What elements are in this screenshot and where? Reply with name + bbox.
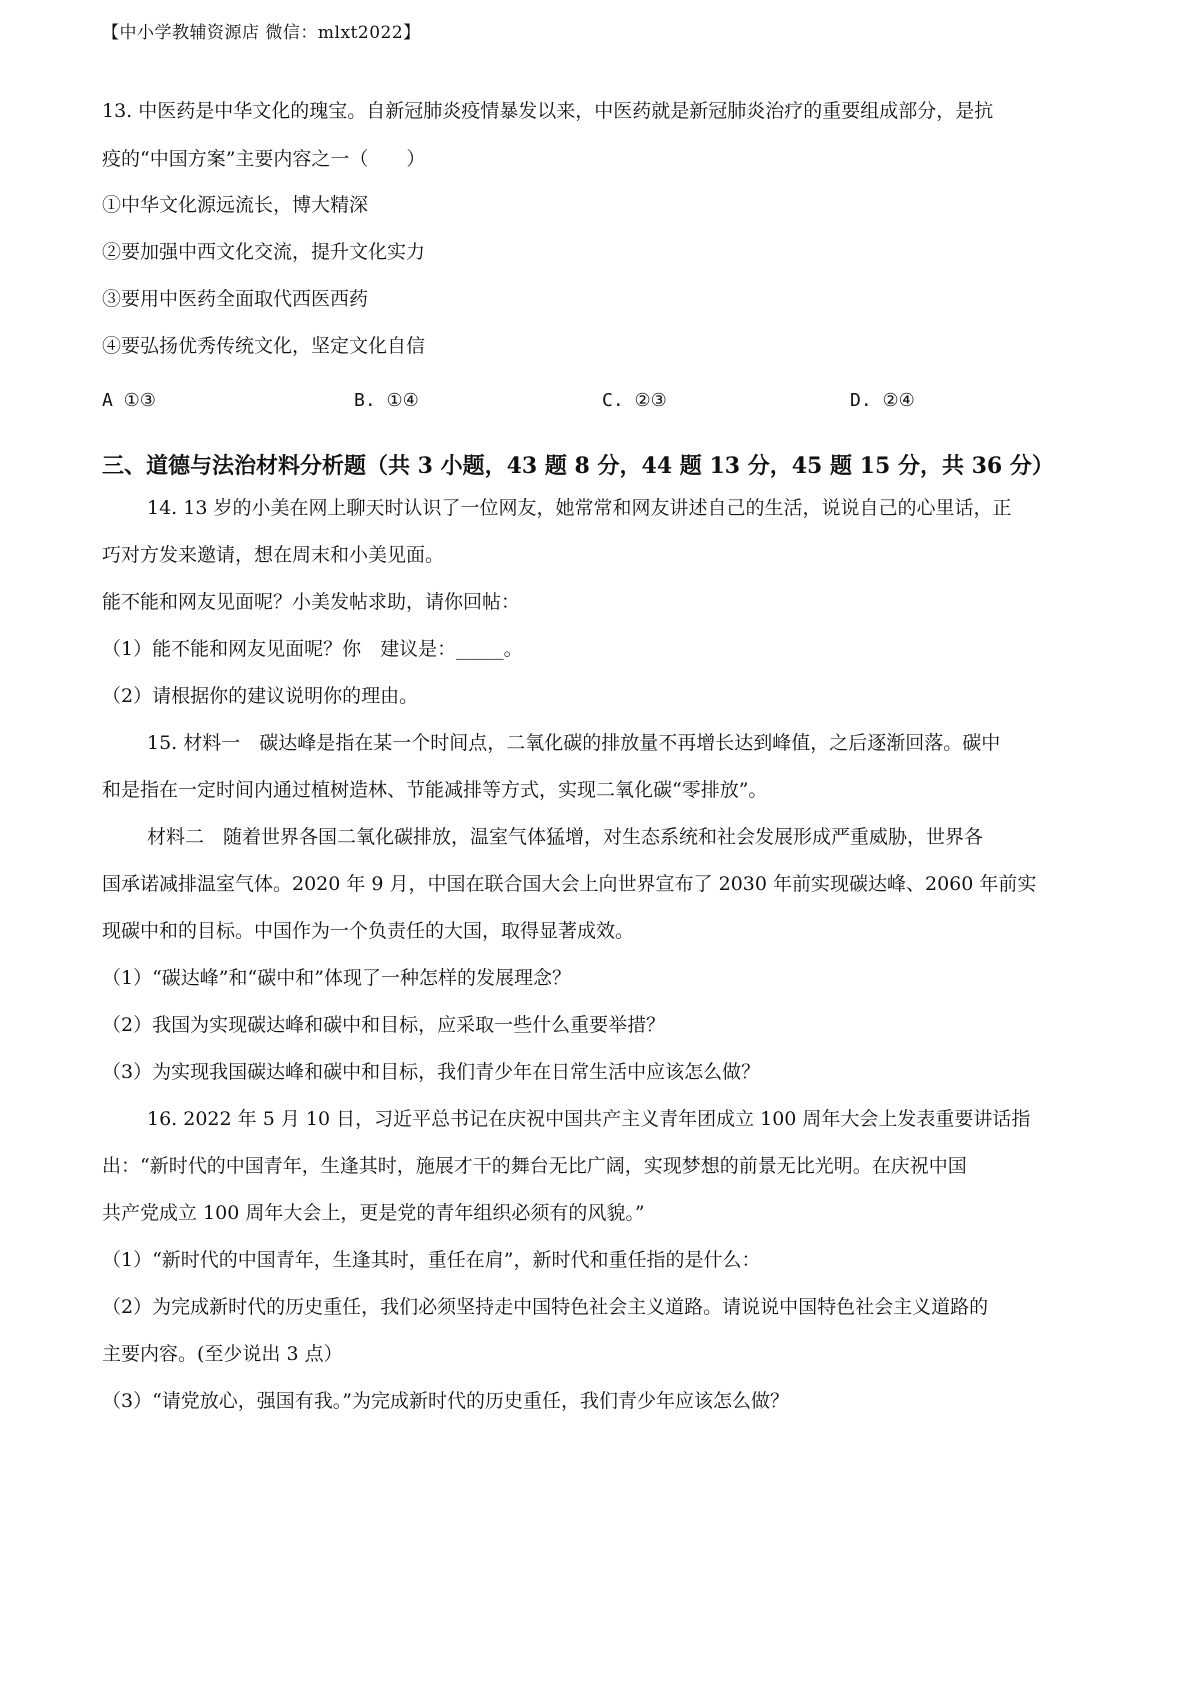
option-d: D. ②④ bbox=[850, 390, 915, 411]
q14-sub2: （2）请根据你的建议说明你的理由。 bbox=[102, 685, 419, 707]
q14-line3: 能不能和网友见面呢？小美发帖求助，请你回帖： bbox=[102, 591, 521, 613]
option-a: A ①③ bbox=[102, 390, 156, 411]
q15-line5: 现碳中和的目标。中国作为一个负责任的大国，取得显著成效。 bbox=[102, 920, 635, 942]
q14-line2: 巧对方发来邀请，想在周末和小美见面。 bbox=[102, 544, 445, 566]
q16-line2: 出：“新时代的中国青年，生逢其时，施展才干的舞台无比广阔，实现梦想的前景无比光明。在庆祝中国 bbox=[102, 1155, 967, 1177]
section-title: 三、道德与法治材料分析题（共 3 小题，43 题 8 分，44 题 13 分，45 题 15 分，共 36 分） bbox=[102, 453, 1054, 479]
q15-sub3: （3）为实现我国碳达峰和碳中和目标，我们青少年在日常生活中应该怎么做？ bbox=[102, 1061, 761, 1083]
q16-sub1: （1）“新时代的中国青年，生逢其时，重任在肩”，新时代和重任指的是什么： bbox=[102, 1249, 761, 1271]
q13-item-1: ①中华文化源远流长，博大精深 bbox=[102, 194, 369, 216]
q13-item-3: ③要用中医药全面取代西医西药 bbox=[102, 288, 369, 310]
q13-item-4: ④要弘扬优秀传统文化，坚定文化自信 bbox=[102, 335, 426, 357]
option-b: B. ①④ bbox=[354, 390, 419, 411]
q15-line3: 材料二 随着世界各国二氧化碳排放，温室气体猛增，对生态系统和社会发展形成严重威胁，世界各 bbox=[147, 826, 984, 848]
q14-line1: 14. 13 岁的小美在网上聊天时认识了一位网友，她常常和网友讲述自己的生活，说说自己的心里话，正 bbox=[147, 497, 1012, 519]
q13-options bbox=[102, 390, 1002, 414]
option-c: C. ②③ bbox=[602, 390, 667, 411]
q15-line1: 15. 材料一 碳达峰是指在某一个时间点，二氧化碳的排放量不再增长达到峰值，之后逐渐回落。碳中 bbox=[147, 732, 1001, 754]
q16-line1: 16. 2022 年 5 月 10 日，习近平总书记在庆祝中国共产主义青年团成立 100 周年大会上发表重要讲话指 bbox=[147, 1108, 1031, 1130]
q13-stem-line2: 疫的“中国方案”主要内容之一（ ） bbox=[102, 148, 426, 170]
header-watermark: 【中小学教辅资源店 微信：mlxt2022】 bbox=[102, 23, 421, 43]
q13-item-2: ②要加强中西文化交流，提升文化实力 bbox=[102, 241, 426, 263]
q16-sub2-line1: （2）为完成新时代的历史重任，我们必须坚持走中国特色社会主义道路。请说说中国特色社会主义道路的 bbox=[102, 1296, 989, 1318]
q16-sub3: （3）“请党放心，强国有我。”为完成新时代的历史重任，我们青少年应该怎么做？ bbox=[102, 1390, 790, 1412]
q16-sub2-line2: 主要内容。(至少说出 3 点） bbox=[102, 1343, 343, 1365]
q15-sub2: （2）我国为实现碳达峰和碳中和目标，应采取一些什么重要举措？ bbox=[102, 1014, 666, 1036]
q15-line4: 国承诺减排温室气体。2020 年 9 月，中国在联合国大会上向世界宣布了 2030 年前实现碳达峰、2060 年前实 bbox=[102, 873, 1037, 895]
q15-sub1: （1）“碳达峰”和“碳中和”体现了一种怎样的发展理念？ bbox=[102, 967, 571, 989]
q15-line2: 和是指在一定时间内通过植树造林、节能减排等方式，实现二氧化碳“零排放”。 bbox=[102, 779, 768, 801]
q14-sub1: （1）能不能和网友见面呢？你 建议是：_____。 bbox=[102, 638, 523, 660]
q16-line3: 共产党成立 100 周年大会上，更是党的青年组织必须有的风貌。” bbox=[102, 1202, 645, 1224]
q13-stem-line1: 13. 中医药是中华文化的瑰宝。自新冠肺炎疫情暴发以来，中医药就是新冠肺炎治疗的重要组成部分，是抗 bbox=[102, 100, 994, 122]
